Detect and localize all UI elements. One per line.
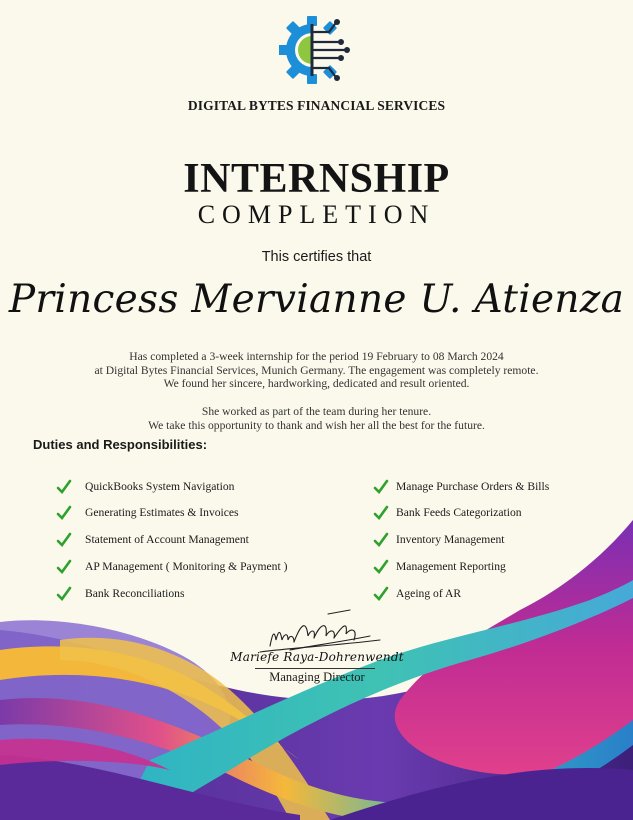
duty-label: Ageing of AR: [396, 587, 462, 600]
duty-label: Bank Reconciliations: [85, 587, 185, 600]
checkmark-icon: [373, 505, 389, 521]
paragraph-line: at Digital Bytes Financial Services, Munich Germany. The engagement was completely remote.: [94, 363, 539, 377]
duty-label: Management Reporting: [396, 560, 506, 573]
checkmark-icon: [373, 532, 389, 548]
paragraph-line: We take this opportunity to thank and wish her all the best for the future.: [148, 418, 485, 432]
signature-line: [255, 668, 375, 669]
recipient-name: Princess Mervianne U. Atienza: [8, 277, 625, 322]
signatory-name: Mariefe Raya-Dohrenwendt: [230, 650, 404, 664]
checkmark-icon: [56, 586, 72, 602]
duty-label: Inventory Management: [396, 533, 505, 546]
duty-label: Statement of Account Management: [85, 533, 249, 546]
checkmark-icon: [56, 505, 72, 521]
checkmark-icon: [56, 559, 72, 575]
certificate-title: INTERNSHIP: [183, 156, 450, 202]
certifies-text: This certifies that: [261, 249, 372, 265]
certificate-subtitle: COMPLETION: [197, 200, 436, 229]
paragraph-line: She worked as part of the team during her tenure.: [201, 405, 432, 418]
duty-label: QuickBooks System Navigation: [85, 480, 235, 493]
duty-label: Bank Feeds Categorization: [396, 506, 522, 519]
checkmark-icon: [373, 586, 389, 602]
duty-label: Generating Estimates & Invoices: [85, 506, 239, 519]
paragraph-line: Has completed a 3-week internship for the period 19 February to 08 March 2024: [129, 350, 504, 363]
checkmark-icon: [373, 559, 389, 575]
duty-label: AP Management ( Monitoring & Payment ): [85, 560, 288, 573]
gear-circuit-logo-icon: [279, 14, 353, 86]
checkmark-icon: [56, 532, 72, 548]
thanks-paragraph: [0, 405, 633, 432]
duties-heading: Duties and Responsibilities:: [33, 437, 208, 452]
completion-paragraph: [0, 350, 633, 391]
checkmark-icon: [56, 479, 72, 495]
company-name: DIGITAL BYTES FINANCIAL SERVICES: [187, 98, 446, 113]
signatory-role: Managing Director: [269, 670, 365, 684]
paragraph-line: We found her sincere, hardworking, dedicated and result oriented.: [163, 377, 470, 391]
checkmark-icon: [373, 479, 389, 495]
duty-label: Manage Purchase Orders & Bills: [396, 480, 550, 493]
